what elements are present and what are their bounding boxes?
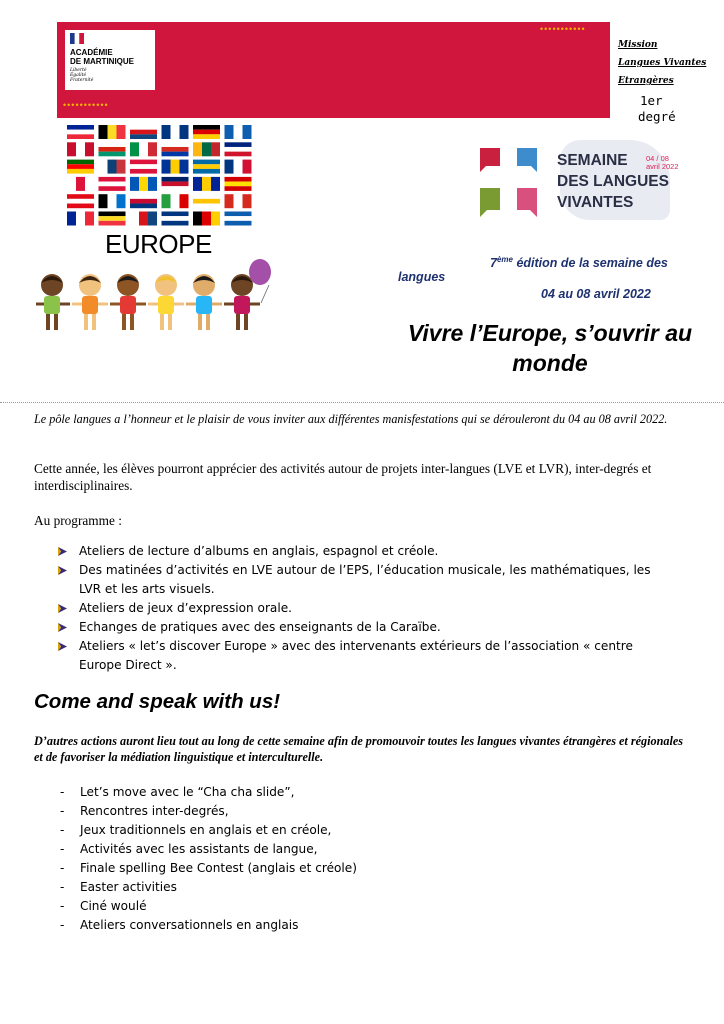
action-item xyxy=(60,821,660,840)
edition-dates: 04 au 08 avril 2022 xyxy=(541,287,651,301)
semaine-date xyxy=(646,155,679,170)
dash-bullet: - xyxy=(60,899,65,913)
action-item xyxy=(60,802,660,821)
paragraph-text: Cette année, les élèves pourront apprécier des activités autour de projets inter-langues (LVE et LVR), inter-degrés et interdisciplinaires. xyxy=(34,461,652,493)
intro-text: Le pôle langues a l’honneur et le plaisir de vous inviter aux différentes manisfestations qui se dérouleront du 04 au 08 avril 2022. xyxy=(34,412,668,426)
edition-text: édition de la semaine des xyxy=(512,256,668,271)
logo-motto-3: Fraternité xyxy=(70,78,94,83)
europe-label: EUROPE xyxy=(105,229,212,259)
action-item xyxy=(60,916,660,935)
page-title xyxy=(380,318,720,378)
dash-bullet: - xyxy=(60,785,65,799)
action-item-text: Easter activities xyxy=(80,880,177,894)
edition-line xyxy=(490,255,668,270)
semaine-date-1: 04 / 08 xyxy=(646,154,669,163)
edition-sup: ème xyxy=(496,255,513,264)
dash-bullet: - xyxy=(60,823,65,837)
page-title-line1: Vivre l’Europe, s’ouvrir au xyxy=(407,320,693,346)
speech-bubbles-icon xyxy=(475,140,555,225)
semaine-line3: VIVANTES xyxy=(557,194,634,211)
dash-bullet: - xyxy=(60,880,65,894)
arrow-bullet-icon xyxy=(57,641,68,652)
actions-list xyxy=(60,783,660,935)
mission-line1: Mission xyxy=(618,40,658,50)
programme-item xyxy=(57,542,667,561)
action-item xyxy=(60,878,660,897)
action-item xyxy=(60,783,660,802)
programme-item-text: Des matinées d’activités en LVE autour de l’EPS, l’éducation musicale, les mathématiques, les LVR et les arts visuels. xyxy=(79,563,651,596)
programme-list xyxy=(57,542,667,675)
banner-dots-bottom: ••••••••••• xyxy=(63,100,109,110)
mission-line3: Etrangères xyxy=(618,76,674,86)
arrow-bullet-icon xyxy=(57,622,68,633)
european-flags-image xyxy=(67,125,256,229)
action-item xyxy=(60,859,660,878)
logo-motto-1: Liberté xyxy=(70,68,87,73)
action-item-text: Ciné woulé xyxy=(80,899,147,913)
logo-line1: ACADÉMIE xyxy=(70,48,113,57)
programme-item-text: Ateliers de lecture d’albums en anglais, espagnol et créole. xyxy=(79,544,439,558)
programme-label: Au programme : xyxy=(34,513,122,528)
section-heading: Come and speak with us! xyxy=(34,690,281,713)
dash-bullet: - xyxy=(60,842,65,856)
programme-item-text: Ateliers « let’s discover Europe » avec des intervenants extérieurs de l’association « centre Europe Direct ». xyxy=(79,639,633,672)
logo-motto-2: Égalité xyxy=(70,73,87,78)
programme-item-text: Echanges de pratiques avec des enseignants de la Caraïbe. xyxy=(79,620,441,634)
action-item-text: Rencontres inter-degrés, xyxy=(80,804,229,818)
programme-item xyxy=(57,618,667,637)
french-flag-icon xyxy=(70,33,84,44)
dash-bullet: - xyxy=(60,918,65,932)
other-actions-text: D’autres actions auront lieu tout au long de cette semaine afin de promouvoir toutes les langues vivantes étrangères et régionales et de favoriser la médiation linguistique et interculturelle. xyxy=(34,734,684,764)
programme-item xyxy=(57,599,667,618)
action-item-text: Let’s move avec le “Cha cha slide”, xyxy=(80,785,295,799)
action-item xyxy=(60,840,660,859)
arrow-bullet-icon xyxy=(57,603,68,614)
edition-line2: langues xyxy=(398,270,446,284)
mission-line2: Langues Vivantes xyxy=(618,58,707,68)
degree-line2: degré xyxy=(638,109,676,124)
programme-item xyxy=(57,637,667,675)
children-holding-hands-image xyxy=(36,255,278,335)
arrow-bullet-icon xyxy=(57,546,68,557)
action-item-text: Ateliers conversationnels en anglais xyxy=(80,918,299,932)
semaine-date-2: avril 2022 xyxy=(646,161,679,171)
degree-line1: 1er xyxy=(640,93,663,108)
action-item-text: Finale spelling Bee Contest (anglais et créole) xyxy=(80,861,357,875)
action-item-text: Activités avec les assistants de langue, xyxy=(80,842,318,856)
page-title-line2: monde xyxy=(512,350,588,376)
action-item xyxy=(60,897,660,916)
action-item-text: Jeux traditionnels en anglais et en créole, xyxy=(80,823,332,837)
dash-bullet: - xyxy=(60,804,65,818)
edition-number: 7 xyxy=(490,256,497,271)
semaine-line1: SEMAINE xyxy=(557,152,628,169)
programme-item xyxy=(57,561,667,599)
banner-dots-top: ••••••••••• xyxy=(540,24,586,34)
divider xyxy=(0,402,724,403)
arrow-bullet-icon xyxy=(57,565,68,576)
dash-bullet: - xyxy=(60,861,65,875)
programme-item-text: Ateliers de jeux d’expression orale. xyxy=(79,601,292,615)
semaine-line2: DES LANGUES xyxy=(557,173,669,190)
logo-line2: DE MARTINIQUE xyxy=(70,57,134,66)
